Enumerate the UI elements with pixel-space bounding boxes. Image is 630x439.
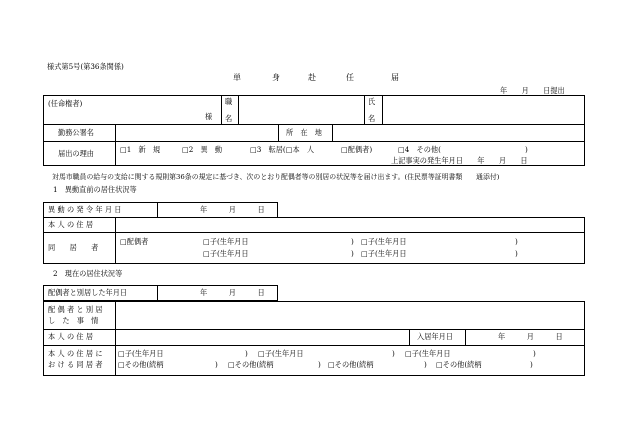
- transfer-date-label: 異 動 の 発 令 年 月 日: [48, 205, 122, 214]
- prev-child-3-checkbox[interactable]: □子(生年月日: [203, 249, 249, 258]
- section1-heading: 1 異動直前の居住状況等: [53, 185, 137, 194]
- cur-other-1-checkbox[interactable]: □その他(続柄: [118, 360, 164, 369]
- prev-child-4-checkbox[interactable]: □子(生年月日: [361, 249, 407, 258]
- prev-child-4-close: ): [515, 249, 518, 258]
- cur-other-3-checkbox[interactable]: □その他(続柄: [328, 360, 374, 369]
- reason-move-self-checkbox[interactable]: □3 転居(□本 人: [250, 145, 315, 154]
- reason-label: 届出の理由: [58, 149, 94, 158]
- name-field[interactable]: [386, 97, 582, 122]
- separation-reason-field[interactable]: [118, 303, 582, 327]
- office-label: 勤務公署名: [58, 128, 94, 137]
- prev-child-3-close: ): [351, 249, 354, 258]
- current-address-label: 本 人 の 住 居: [48, 332, 94, 341]
- current-cohabitant-label-1: 本 人 の 住 居 に: [48, 349, 103, 358]
- separation-date-label: 配偶者と別居した年月日: [48, 288, 128, 297]
- office-field[interactable]: [118, 126, 276, 139]
- title-char-2: 身: [272, 73, 280, 82]
- job-title-label-1: 職: [225, 97, 233, 106]
- name-label-1: 氏: [368, 97, 376, 106]
- title-char-4: 任: [346, 73, 354, 82]
- appointer-label: (任命権者): [48, 99, 83, 108]
- reason-date-note: 上記事実の発生年月日 年 月 日: [391, 156, 528, 165]
- prev-child-2-checkbox[interactable]: □子(生年月日: [361, 237, 407, 246]
- cur-other-4-close: ): [530, 360, 533, 369]
- cur-other-4-checkbox[interactable]: □その他(続柄: [436, 360, 482, 369]
- reason-transfer-checkbox[interactable]: □2 異 動: [182, 145, 223, 154]
- current-cohabitant-label-2: お け る 同 居 者: [48, 360, 103, 369]
- title-char-1: 単: [233, 73, 241, 82]
- cur-child-3-close: ): [533, 349, 536, 358]
- prev-address-label: 本 人 の 住 居: [48, 220, 94, 229]
- separation-date-value[interactable]: 年 月 日: [200, 288, 265, 297]
- cur-other-1-close: ): [215, 360, 218, 369]
- prev-child-1-close: ): [351, 237, 354, 246]
- job-title-field[interactable]: [242, 97, 362, 122]
- declaration-statement: 対馬市職員の給与の支給に関する規則第36条の規定に基づき、次のとおり配偶者等の別居の状況等を届け出ます。(住民票等証明書類 通添付): [52, 173, 500, 181]
- name-label-2: 名: [368, 114, 376, 123]
- job-title-label-2: 名: [225, 114, 233, 123]
- current-address-field[interactable]: [118, 331, 406, 343]
- prev-address-field[interactable]: [118, 219, 582, 230]
- location-label: 所 在 地: [286, 128, 322, 137]
- prev-child-1-checkbox[interactable]: □子(生年月日: [203, 237, 249, 246]
- reason-move-spouse-checkbox[interactable]: □配偶者): [341, 145, 373, 154]
- title-char-5: 届: [391, 73, 399, 82]
- location-field[interactable]: [336, 126, 582, 139]
- cur-child-2-checkbox[interactable]: □子(生年月日: [258, 349, 304, 358]
- separation-reason-label-1: 配 偶 者 と 別 居: [48, 305, 103, 314]
- move-in-date-label: 入居年月日: [417, 332, 453, 341]
- reason-new-checkbox[interactable]: □1 新 規: [120, 145, 161, 154]
- cur-child-1-close: ): [245, 349, 248, 358]
- form-id: 様式第5号(第36条関係): [47, 62, 124, 71]
- cur-child-1-checkbox[interactable]: □子(生年月日: [118, 349, 164, 358]
- section2-heading: 2 現在の居住状況等: [53, 269, 123, 278]
- reason-other-checkbox[interactable]: □4 その他(: [398, 145, 441, 154]
- transfer-date-value[interactable]: 年 月 日: [200, 205, 265, 214]
- honorific-mark: 様: [205, 112, 213, 121]
- separation-reason-label-2: し た 事 情: [48, 316, 99, 325]
- prev-spouse-checkbox[interactable]: □配偶者: [120, 237, 149, 246]
- prev-cohabitant-label: 同 居 者: [48, 243, 99, 252]
- submission-date: 年 月 日提出: [500, 86, 565, 95]
- cur-child-3-checkbox[interactable]: □子(生年月日: [405, 349, 451, 358]
- move-in-date-value[interactable]: 年 月 日: [498, 332, 563, 341]
- cur-other-3-close: ): [424, 360, 427, 369]
- cur-child-2-close: ): [392, 349, 395, 358]
- reason-other-close: ): [525, 145, 528, 154]
- cur-other-2-checkbox[interactable]: □その他(続柄: [228, 360, 274, 369]
- prev-child-2-close: ): [515, 237, 518, 246]
- title-char-3: 赴: [308, 73, 316, 82]
- cur-other-2-close: ): [318, 360, 321, 369]
